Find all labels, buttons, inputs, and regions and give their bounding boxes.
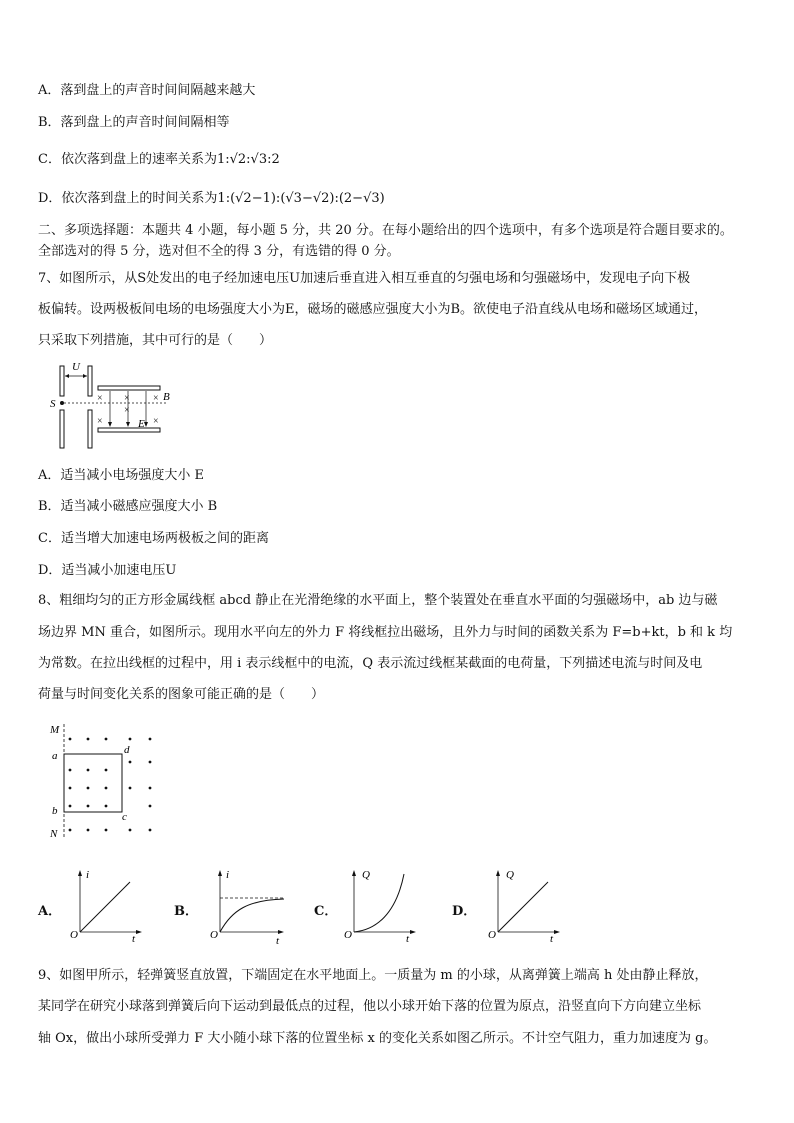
- q7-stem-line2: 板偏转。设两极板间电场的电场强度大小为E，磁场的磁感应强度大小为B。欲使电子沿直线从电场和磁场区域通过，: [38, 302, 708, 317]
- svg-text:×: ×: [153, 416, 159, 427]
- q8-stem-line4: 荷量与时间变化关系的图象可能正确的是（ ）: [38, 687, 325, 702]
- q8-graph-b: [208, 866, 294, 946]
- section2-line2: 全部选对的得 5 分，选对但不全的得 3 分，有选错的得 0 分。: [38, 244, 400, 259]
- q8-fig-label-a: a: [52, 750, 58, 762]
- svg-text:×: ×: [97, 416, 103, 427]
- q6-option-c: C．依次落到盘上的速率关系为1:√2:√3:2: [38, 152, 280, 167]
- q8-graph-d: [486, 866, 566, 946]
- q7-fig-label-s: S: [50, 398, 56, 410]
- q9-stem-line2: 某同学在研究小球落到弹簧后向下运动到最低点的过程，他以小球开始下落的位置为原点，沿竖直向下方向建立坐标: [38, 999, 702, 1014]
- q8-graph-b-x: t: [276, 935, 280, 946]
- q8-graph-c: [342, 866, 422, 946]
- section2-line1: 二、多项选择题：本题共 4 小题，每小题 5 分，共 20 分。在每小题给出的四个选项中，有多个选项是符合题目要求的。: [38, 223, 733, 238]
- q8-fig-label-d: d: [124, 744, 130, 756]
- q8-graph-c-label: C．: [314, 904, 338, 919]
- q8-graph-c-o: O: [344, 929, 352, 941]
- q7-option-a: A．适当减小电场强度大小 E: [38, 468, 205, 483]
- q8-graph-a-x: t: [132, 933, 136, 945]
- q8-graph-b-y: i: [226, 869, 230, 881]
- svg-text:×: ×: [153, 393, 159, 404]
- q7-stem-line1: 7、如图所示，从S处发出的电子经加速电压U加速后垂直进入相互垂直的匀强电场和匀强磁场中，发现电子向下极: [38, 271, 691, 286]
- q8-graph-c-x: t: [406, 933, 410, 945]
- q7-fig-label-e: E: [138, 418, 145, 430]
- q8-graph-a-y: i: [86, 869, 90, 881]
- q9-stem-line3: 轴 Ox，做出小球所受弹力 F 大小随小球下落的位置坐标 x 的变化关系如图乙所示。不计空气阻力，重力加速度为 g。: [38, 1031, 717, 1046]
- q6-option-b: B．落到盘上的声音时间间隔相等: [38, 115, 230, 130]
- q8-fig-label-m: M: [50, 724, 60, 736]
- svg-text:×: ×: [124, 393, 130, 404]
- q8-stem-line2: 场边界 MN 重合，如图所示。现用水平向左的外力 F 将线框拉出磁场，且外力与时间的函数关系为 F=b+kt，b 和 k 均: [38, 625, 733, 640]
- svg-text:×: ×: [97, 393, 103, 404]
- q8-figure: [42, 720, 172, 844]
- q8-graph-a: [68, 866, 148, 946]
- q7-stem-line3: 只采取下列措施，其中可行的是（ ）: [38, 333, 273, 348]
- q8-stem-line1: 8、粗细均匀的正方形金属线框 abcd 静止在光滑绝缘的水平面上，整个装置处在垂直水平面的匀强磁场中，ab 边与磁: [38, 593, 718, 608]
- q8-fig-label-c: c: [122, 811, 127, 823]
- q7-fig-label-b: B: [163, 391, 170, 403]
- q9-stem-line1: 9、如图甲所示，轻弹簧竖直放置，下端固定在水平地面上。一质量为 m 的小球，从离弹簧上端高 h 处由静止释放，: [38, 968, 708, 983]
- q8-graph-c-y: Q: [362, 869, 370, 881]
- q8-graph-d-label: D．: [452, 904, 477, 919]
- q8-graph-b-o: O: [210, 929, 218, 941]
- q8-graph-a-label: A．: [38, 904, 62, 919]
- q6-option-a: A．落到盘上的声音时间间隔越来越大: [38, 83, 256, 98]
- q8-graph-d-o: O: [488, 929, 496, 941]
- q7-figure: [48, 358, 178, 458]
- q8-fig-label-b: b: [52, 805, 58, 817]
- q8-graph-b-label: B．: [174, 904, 198, 919]
- q8-graph-d-y: Q: [506, 869, 514, 881]
- q6-option-d: D．依次落到盘上的时间关系为1:(√2−1):(√3−√2):(2−√3): [38, 191, 385, 206]
- q7-fig-label-u: U: [72, 361, 80, 373]
- q8-graph-a-o: O: [70, 929, 78, 941]
- q7-option-b: B．适当减小磁感应强度大小 B: [38, 499, 218, 514]
- q8-stem-line3: 为常数。在拉出线框的过程中，用 i 表示线框中的电流，Q 表示流过线框某截面的电荷量，下列描述电流与时间及电: [38, 656, 703, 671]
- svg-text:×: ×: [124, 405, 130, 416]
- q7-option-d: D．适当减小加速电压U: [38, 563, 177, 578]
- q7-option-c: C．适当增大加速电场两极板之间的距离: [38, 531, 269, 546]
- q8-fig-label-n: N: [50, 828, 58, 840]
- q8-graph-d-x: t: [550, 933, 554, 945]
